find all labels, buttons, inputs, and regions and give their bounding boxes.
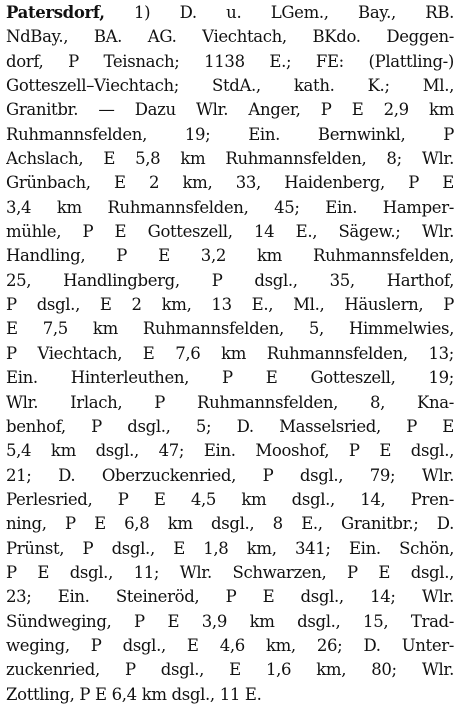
entry-line-17: Wlr. Irlach, P Ruhmannsfelden, 8, Kna- xyxy=(6,392,454,412)
entry-line-24: P E dsgl., 11; Wlr. Schwarzen, P E dsgl., xyxy=(6,562,454,582)
entry-line-3: dorf, P Teisnach; 1138 E.; FE: (Plattling-) xyxy=(6,51,454,71)
entry-line-4: Gotteszell–Viechtach; StdA., kath. K.; Ml., xyxy=(6,76,454,96)
entry-line-6: Ruhmannsfelden, 19; Ein. Bernwinkl, P xyxy=(6,124,454,144)
entry-line-7: Achslach, E 5,8 km Ruhmannsfelden, 8; Wlr. xyxy=(6,149,454,169)
entry-line-9: 3,4 km Ruhmannsfelden, 45; Ein. Hamper- xyxy=(6,197,454,217)
entry-line-11: Handling, P E 3,2 km Ruhmannsfelden, xyxy=(6,246,454,266)
entry-line-1-text: 1) D. u. LGem., Bay., RB. xyxy=(104,3,454,22)
entry-line-2: NdBay., BA. AG. Viechtach, BKdo. Deggen- xyxy=(6,27,454,47)
entry-line-29: Zottling, P E 6,4 km dsgl., 11 E. xyxy=(6,684,262,704)
entry-line-22: ning, P E 6,8 km dsgl., 8 E., Granitbr.; D. xyxy=(6,514,454,534)
entry-line-1 xyxy=(6,1,454,25)
entry-line-27: weging, P dsgl., E 4,6 km, 26; D. Unter- xyxy=(6,635,454,655)
entry-line-15: P Viechtach, E 7,6 km Ruhmannsfelden, 13; xyxy=(6,343,454,363)
entry-line-19: 5,4 km dsgl., 47; Ein. Mooshof, P E dsgl., xyxy=(6,441,454,461)
gazetteer-entry xyxy=(6,1,454,707)
entry-line-14: E 7,5 km Ruhmannsfelden, 5, Himmelwies, xyxy=(6,319,454,339)
entry-line-23: Prünst, P dsgl., E 1,8 km, 341; Ein. Schön, xyxy=(6,538,454,558)
entry-line-20: 21; D. Oberzuckenried, P dsgl., 79; Wlr. xyxy=(6,465,454,485)
entry-line-13: P dsgl., E 2 km, 13 E., Ml., Häuslern, P xyxy=(6,295,454,315)
entry-line-25: 23; Ein. Steineröd, P E dsgl., 14; Wlr. xyxy=(6,587,454,607)
entry-line-12: 25, Handlingberg, P dsgl., 35, Harthof, xyxy=(6,270,454,290)
entry-line-18: benhof, P dsgl., 5; D. Masselsried, P E xyxy=(6,416,454,436)
entry-line-5: Granitbr. — Dazu Wlr. Anger, P E 2,9 km xyxy=(6,100,454,120)
entry-line-10: mühle, P E Gotteszell, 14 E., Sägew.; Wlr. xyxy=(6,222,454,242)
entry-line-26: Sündweging, P E 3,9 km dsgl., 15, Trad- xyxy=(6,611,454,631)
entry-line-28: zuckenried, P dsgl., E 1,6 km, 80; Wlr. xyxy=(6,660,454,680)
entry-line-16: Ein. Hinterleuthen, P E Gotteszell, 19; xyxy=(6,368,454,388)
entry-line-21: Perlesried, P E 4,5 km dsgl., 14, Pren- xyxy=(6,489,454,509)
entry-line-8: Grünbach, E 2 km, 33, Haidenberg, P E xyxy=(6,173,454,193)
entry-headword: Patersdorf, xyxy=(6,3,105,22)
